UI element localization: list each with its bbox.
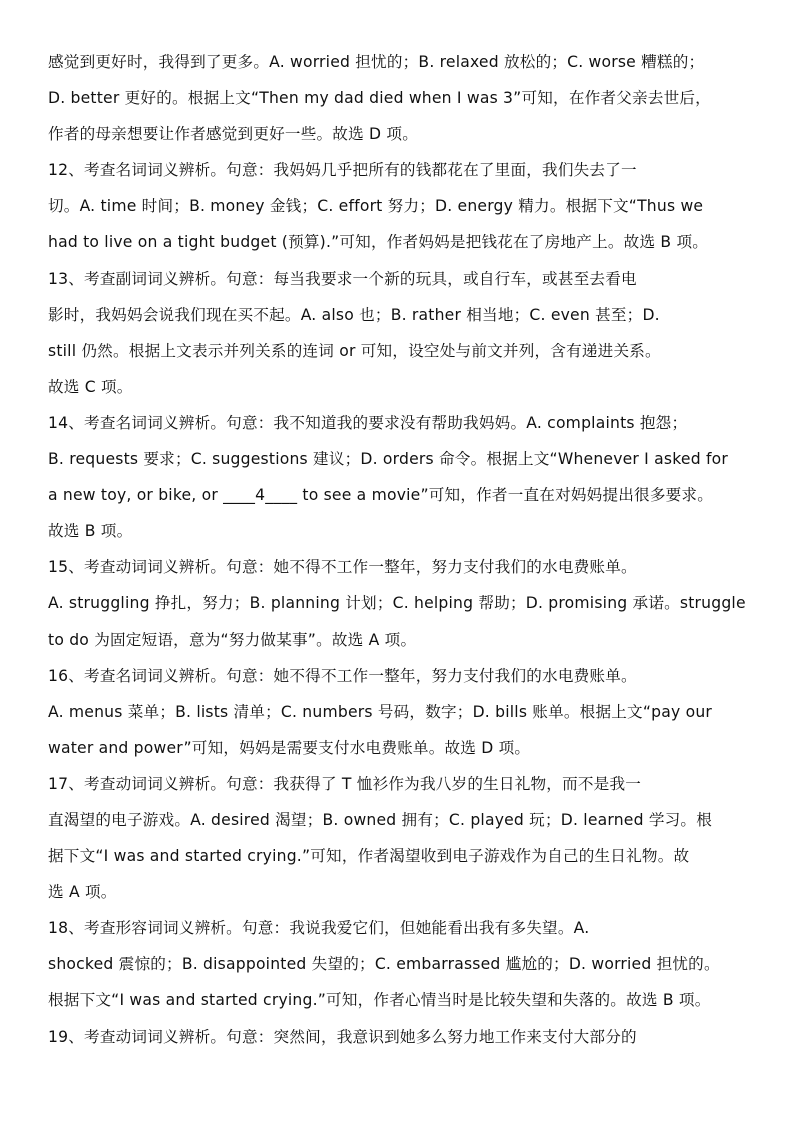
text-line: 故选 C 项。 [48,377,133,396]
text-line: 感觉到更好时，我得到了更多。A. worried 担忧的；B. relaxed 放松的；C. worse 糟糕的； [48,53,705,71]
text-line: 选 A 项。 [48,883,117,902]
text-line: 故选 B 项。 [48,522,133,541]
text-line: 根据下文“I was and started crying.”可知，作者心情当时是比较失望和失落的。故选 B 项。 [48,991,711,1010]
text-line: shocked 震惊的；B. disappointed 失望的；C. embarrassed 尴尬的；D. worried 担忧的。 [48,955,720,974]
text-line: had to live on a tight budget (预算).”可知，作者妈妈是把钱花在了房地产上。故选 B 项。 [48,233,709,252]
text-line: 影时，我妈妈会说我们现在买不起。A. also 也；B. rather 相当地；C. even 甚至；D. [48,305,660,324]
text-line: A. menus 菜单；B. lists 清单；C. numbers 号码，数字；D. bills 账单。根据上文“pay our [48,702,713,721]
text-line: 据下文“I was and started crying.”可知，作者渴望收到电子游戏作为自己的生日礼物。故 [48,847,690,866]
text-line: 直渴望的电子游戏。A. desired 渴望；B. owned 拥有；C. played 玩；D. learned 学习。根 [48,810,713,829]
text-line: 18、考查形容词词义辨析。句意：我说我爱它们，但她能看出我有多失望。A. [48,919,590,938]
text-line: D. better 更好的。根据上文“Then my dad died when I was 3”可知，在作者父亲去世后， [48,89,711,108]
text-line: water and power”可知，妈妈是需要支付水电费账单。故选 D 项。 [48,738,531,757]
text-line: 13、考查副词词义辨析。句意：每当我要求一个新的玩具，或自行车，或甚至去看电 [48,269,637,288]
text-line: 17、考查动词词义辨析。句意：我获得了 T 恤衫作为我八岁的生日礼物，而不是我一 [48,774,642,793]
text-line: 15、考查动词词义辨析。句意：她不得不工作一整年，努力支付我们的水电费账单。 [48,558,637,577]
text-line: 19、考查动词词义辨析。句意：突然间，我意识到她多么努力地工作来支付大部分的 [48,1027,637,1046]
text-line: to do 为固定短语，意为“努力做某事”。故选 A 项。 [48,630,417,649]
text-line: 作者的母亲想要让作者感觉到更好一些。故选 D 项。 [48,125,418,144]
text-line: A. struggling 挣扎，努力；B. planning 计划；C. helping 帮助；D. promising 承诺。struggle [48,594,746,613]
text-line: still 仍然。根据上文表示并列关系的连词 or 可知，设空处与前文并列，含有递进关系。 [48,341,661,360]
text-line: 16、考查名词词义辨析。句意：她不得不工作一整年，努力支付我们的水电费账单。 [48,666,637,685]
text-line: 14、考查名词词义辨析。句意：我不知道我的要求没有帮助我妈妈。A. complaints 抱怨； [48,413,688,432]
text-line: 切。A. time 时间；B. money 金钱；C. effort 努力；D. energy 精力。根据下文“Thus we [48,197,704,216]
document-body [48,44,768,1055]
text-line: 12、考查名词词义辨析。句意：我妈妈几乎把所有的钱都花在了里面，我们失去了一 [48,161,637,180]
text-line: a new toy, or bike, or ____4____ to see a movie”可知，作者一直在对妈妈提出很多要求。 [48,486,714,505]
text-line: B. requests 要求；C. suggestions 建议；D. orders 命令。根据上文“Whenever I asked for [48,450,728,469]
